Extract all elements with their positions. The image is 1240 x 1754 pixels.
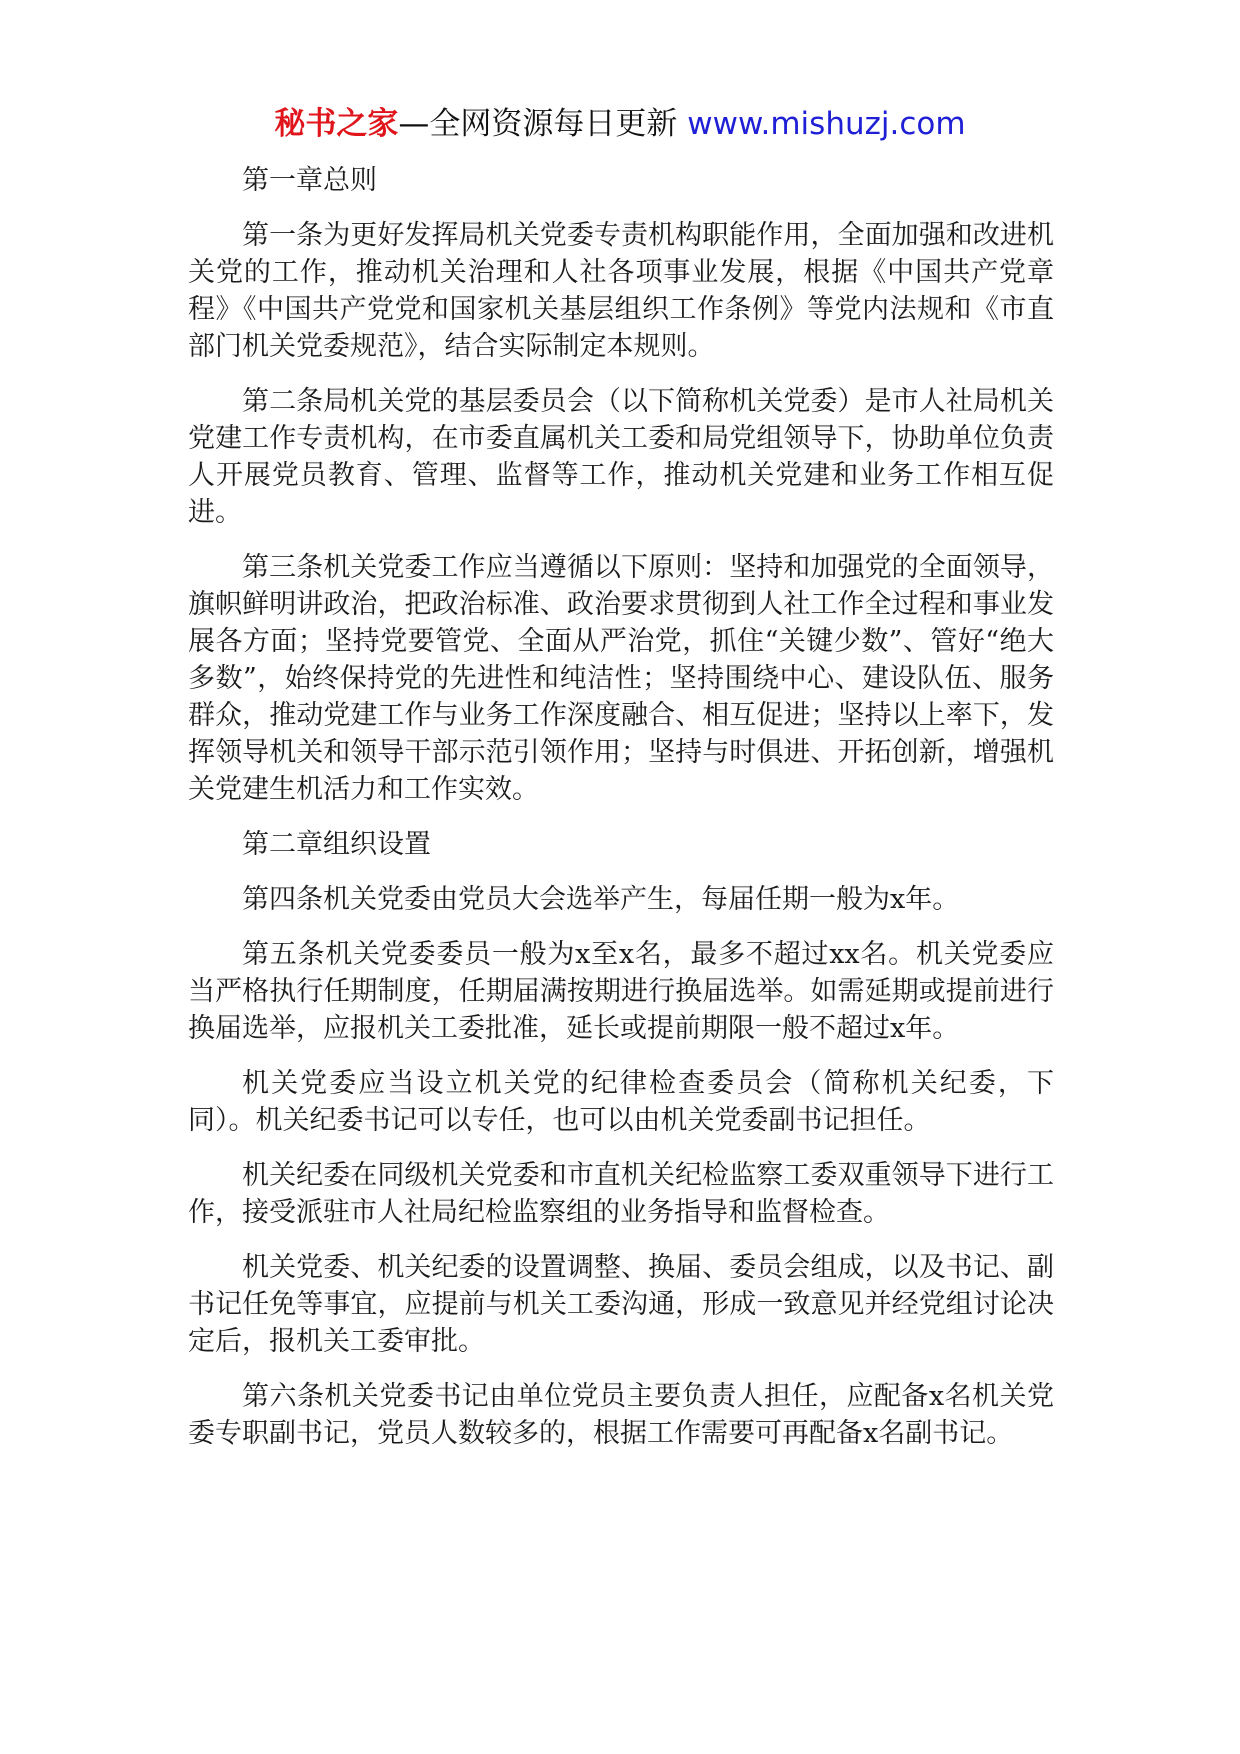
- site-url-link[interactable]: www.mishuzj.com: [687, 106, 966, 142]
- article-5-discipline-committee: 机关党委应当设立机关党的纪律检查委员会（简称机关纪委，下同）。机关纪委书记可以专任，也可以由机关党委副书记担任。: [188, 1068, 1054, 1136]
- article-5: 第五条机关党委委员一般为x至x名，最多不超过xx名。机关党委应当严格执行任期制度，任期届满按期进行换届选举。如需延期或提前进行换届选举，应报机关工委批准，延长或提前期限一般不超过x年。: [188, 939, 1054, 1044]
- article-5-approval: 机关党委、机关纪委的设置调整、换届、委员会组成，以及书记、副书记任免等事宜，应提前与机关工委沟通，形成一致意见并经党组讨论决定后，报机关工委审批。: [188, 1252, 1054, 1357]
- banner-tagline: —全网资源每日更新: [398, 106, 688, 142]
- chapter-heading-2: 第二章组织设置: [242, 829, 431, 860]
- site-banner: [0, 104, 1240, 144]
- chapter-heading-1: 第一章总则: [242, 165, 377, 196]
- article-3: 第三条机关党委工作应当遵循以下原则：坚持和加强党的全面领导，旗帜鲜明讲政治，把政治标准、政治要求贯彻到人社工作全过程和事业发展各方面；坚持党要管党、全面从严治党，抓住“关键少数”、管好“绝大多数”，始终保持党的先进性和纯洁性；坚持围绕中心、建设队伍、服务群众，推动党建工作与业务工作深度融合、相互促进；坚持以上率下，发挥领导机关和领导干部示范引领作用；坚持与时俱进、开拓创新，增强机关党建生机活力和工作实效。: [188, 552, 1054, 805]
- article-1: 第一条为更好发挥局机关党委专责机构职能作用，全面加强和改进机关党的工作，推动机关治理和人社各项事业发展，根据《中国共产党章程》《中国共产党党和国家机关基层组织工作条例》等党内法规和《市直部门机关党委规范》，结合实际制定本规则。: [188, 220, 1054, 362]
- document-body: [188, 162, 1054, 1470]
- article-4: 第四条机关党委由党员大会选举产生，每届任期一般为x年。: [242, 884, 960, 915]
- article-5-leadership: 机关纪委在同级机关党委和市直机关纪检监察工委双重领导下进行工作，接受派驻市人社局纪检监察组的业务指导和监督检查。: [188, 1160, 1054, 1228]
- brand-name: 秘书之家: [274, 106, 399, 142]
- article-2: 第二条局机关党的基层委员会（以下简称机关党委）是市人社局机关党建工作专责机构，在市委直属机关工委和局党组领导下，协助单位负责人开展党员教育、管理、监督等工作，推动机关党建和业务工作相互促进。: [188, 386, 1054, 528]
- article-6: 第六条机关党委书记由单位党员主要负责人担任，应配备x名机关党委专职副书记，党员人数较多的，根据工作需要可再配备x名副书记。: [188, 1381, 1054, 1449]
